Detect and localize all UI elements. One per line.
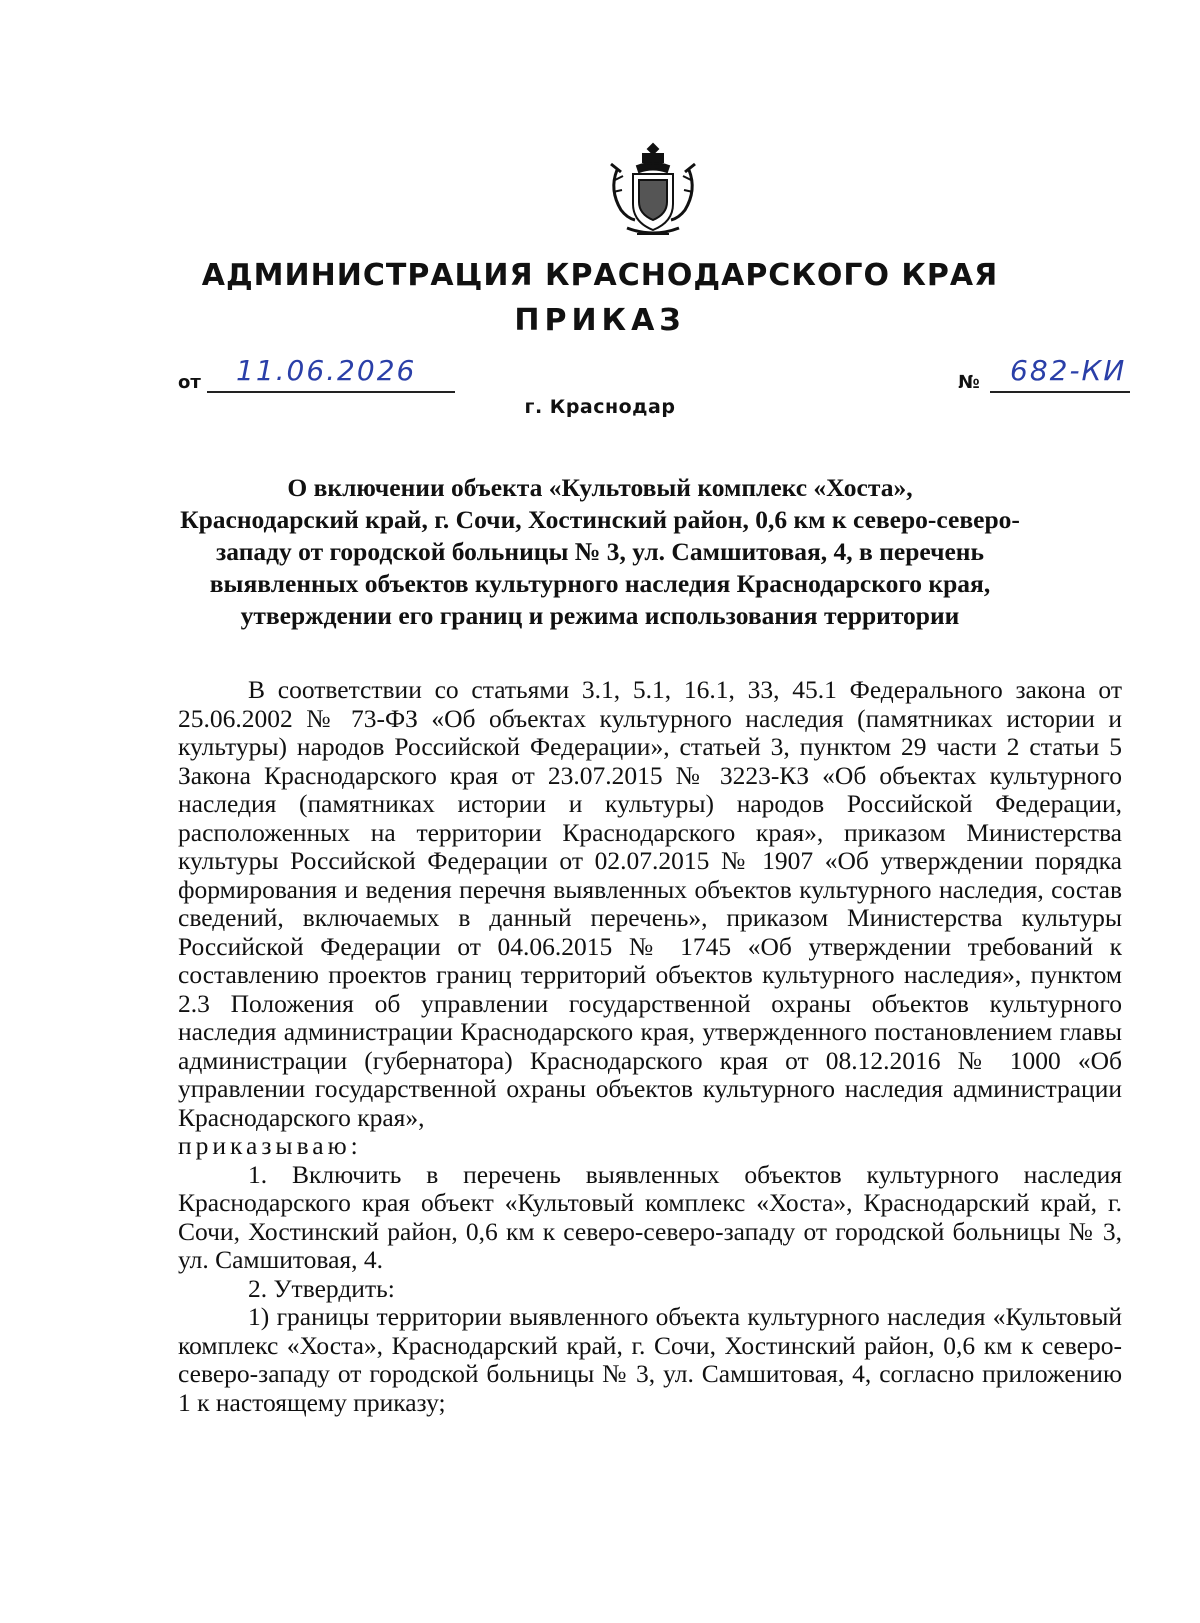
handwritten-number: 682-КИ [1010,354,1127,387]
preamble-paragraph: В соответствии со статьями 3.1, 5.1, 16.1, 33, 45.1 Федерального закона от 25.06.2002 № 73-ФЗ «Об объектах культурного наследия (памятниках истории и культуры) народов Российской Федерации», статьей 3, пунктом 29 части 2 статьи 5 Закона Краснодарского края от 23.07.2015 № 3223-КЗ «Об объектах культурного наследия (памятниках истории и культуры) народов Российской Федерации, расположенных на территории Краснодарского края», приказом Министерства культуры Российской Федерации от 02.07.2015 № 1907 «Об утверждении порядка формирования и ведения перечня выявленных объектов культурного наследия, состав сведений, включаемых в данный перечень», приказом Министерства культуры Российской Федерации от 04.06.2015 № 1745 «Об утверждении требований к составлению проектов границ территорий объектов культурного наследия», пунктом 2.3 Положения об управлении государственной охраны объектов культурного наследия администрации Краснодарского края, утвержденного постановлением главы администрации (губернатора) Краснодарского края от 08.12.2016 № 1000 «Об управлении государственной охраны объектов культурного наследия администрации Краснодарского края», [178,675,1122,1132]
coat-of-arms-icon [607,140,699,240]
date-label: от [178,372,201,393]
number-underline [990,391,1130,393]
order-word: приказываю: [178,1131,362,1160]
document-title [170,472,1030,632]
document-body [178,676,1122,1417]
item-2-paragraph: 2. Утвердить: [248,1273,395,1303]
handwritten-date: 11.06.2026 [236,354,417,387]
title-line: западу от городской больницы № 3, ул. Самшитовая, 4, в перечень [216,537,984,566]
item-2-1-paragraph: 1) границы территории выявленного объекта культурного наследия «Культовый комплекс «Хоста», Краснодарский край, г. Сочи, Хостинский район, 0,6 км к северо-северо-западу от городской больницы № 3, ул. Самшитовая, 4, согласно приложению 1 к настоящему приказу; [178,1302,1122,1417]
city-name: г. Краснодар [524,396,676,418]
date-underline [207,391,455,393]
number-label: № [958,372,980,393]
agency-name: АДМИНИСТРАЦИЯ КРАСНОДАРСКОГО КРАЯ [201,258,999,293]
document-type: ПРИКАЗ [514,303,686,338]
title-line: утверждении его границ и режима использования территории [240,601,960,630]
item-1-paragraph: 1. Включить в перечень выявленных объектов культурного наследия Краснодарского края объект «Культовый комплекс «Хоста», Краснодарский край, г. Сочи, Хостинский район, 0,6 км к северо-северо-западу от городской больницы № 3, ул. Самшитовая, 4. [178,1159,1122,1274]
title-line: выявленных объектов культурного наследия Краснодарского края, [209,569,991,598]
title-line: О включении объекта «Культовый комплекс «Хоста», [287,473,913,502]
title-line: Краснодарский край, г. Сочи, Хостинский район, 0,6 км к северо-северо- [180,505,1020,534]
